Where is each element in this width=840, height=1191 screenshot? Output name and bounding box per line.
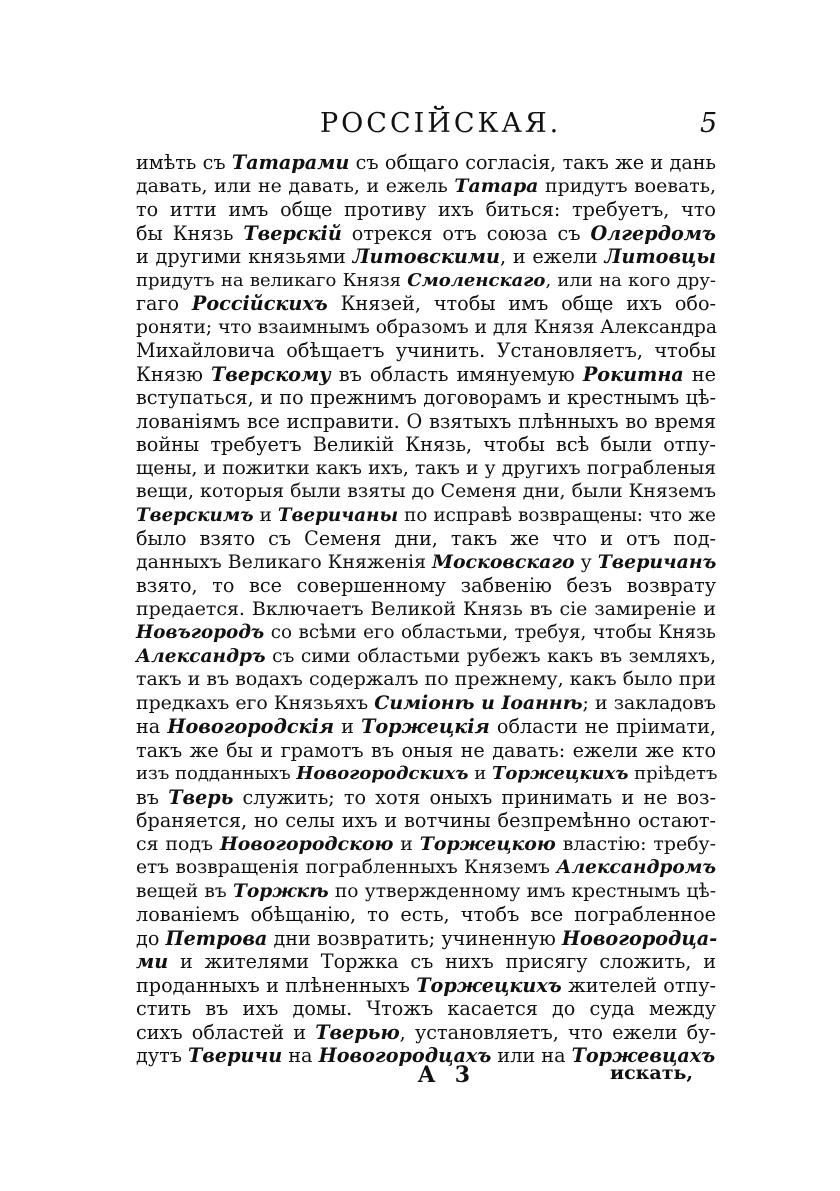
text-run: или на [491, 1044, 572, 1067]
text-line [136, 809, 716, 833]
text-run: до [136, 926, 166, 950]
italic-name: Тверью [315, 1020, 400, 1044]
text-run: и [393, 832, 420, 855]
text-line [136, 339, 716, 363]
catchword: искать, [610, 1062, 693, 1084]
text-run: на [282, 1044, 319, 1067]
text-run: взято, то все совершенному забвенію безъ возврату [136, 574, 716, 597]
italic-name: Тверичаны [277, 504, 399, 526]
text-line [136, 833, 716, 857]
text-run: Князю [136, 362, 212, 386]
italic-name: Новогородцахъ [318, 1044, 492, 1067]
italic-name: Новъгородъ [136, 622, 265, 643]
italic-name: Россійскихъ [191, 292, 328, 315]
text-run: Михайловича обѣщаетъ учинить. Установляетъ, чтобы [136, 339, 716, 362]
text-line [136, 316, 716, 340]
running-head [0, 108, 840, 148]
text-line [136, 574, 716, 598]
italic-name: Торжецкихъ [416, 973, 562, 997]
text-run: бы Князь [136, 221, 244, 245]
text-run: такъ же бы и грамотъ въ оныя не давать: ежели же кто [136, 738, 716, 762]
running-title: РОССІЙСКАЯ. [320, 108, 562, 139]
text-run: имѣть съ [136, 151, 232, 174]
italic-name: Тверь [168, 785, 234, 809]
text-run: съ общаго согласія, такъ же и дань [349, 151, 716, 174]
text-line [136, 668, 716, 692]
text-line [136, 645, 716, 669]
text-run: роняти; что взаимнымъ образомъ и для Князя Александра [136, 316, 717, 338]
text-run: , установляетъ, что ежели бу- [399, 1020, 716, 1044]
text-run: съ сими областьми рубежъ какъ въ земляхъ, [265, 645, 716, 667]
italic-name: Торжевцахъ [571, 1044, 716, 1067]
text-run: и [253, 504, 278, 526]
text-line [136, 974, 716, 998]
text-line [136, 692, 716, 716]
italic-name: Олгердомъ [590, 221, 716, 245]
italic-name: Новогородскою [219, 832, 394, 855]
text-run: ; и закладовъ [582, 691, 716, 714]
text-run: изъ подданныхъ [136, 763, 297, 784]
text-line [136, 527, 716, 551]
text-run: и жителями Торжка съ нихъ присягу сложить, и [168, 950, 716, 973]
text-run: жителей отпу- [561, 973, 716, 997]
text-line [136, 950, 716, 974]
italic-name: Петрова [165, 926, 268, 950]
text-line [136, 504, 716, 528]
italic-name: Литовцы [604, 245, 716, 268]
italic-name: Литовскими [352, 245, 500, 268]
italic-name: Торжкѣ [233, 880, 329, 902]
text-run: по исправѣ возвращены: что же [398, 504, 716, 526]
text-line [136, 880, 716, 904]
italic-name: Тверскому [211, 362, 331, 386]
italic-name: ми [136, 950, 169, 973]
text-run: со всѣми его областьми, требуя, чтобы Князь [264, 622, 716, 643]
text-line [136, 269, 716, 293]
text-run: проданныхъ и плѣненныхъ [136, 973, 417, 997]
text-run: ся подъ [136, 832, 220, 855]
printer-signature-mark: A 3 [418, 1062, 477, 1088]
text-run: было взято съ Семеня дни, такъ же что и отъ под- [136, 527, 716, 550]
text-line [136, 410, 716, 434]
text-run: области не пріимати, [489, 715, 716, 738]
italic-name: Рокитна [582, 362, 684, 386]
text-run: не [683, 362, 716, 386]
text-run: браняется, но селы ихъ и вотчины безпремѣнно остают- [136, 809, 716, 832]
text-run: и [334, 715, 362, 738]
text-run: войны требуетъ Великій Князь, чтобы всѣ были отпу- [136, 433, 716, 456]
text-run: служить; то хотя оныхъ принимать и не воз- [233, 785, 717, 809]
text-run: въ область имянуемую [330, 362, 583, 386]
body-text [136, 151, 716, 1068]
page-number: 5 [700, 108, 718, 139]
text-line [136, 903, 716, 927]
text-line [136, 386, 716, 410]
text-line [136, 621, 716, 645]
text-run: вещей въ [136, 880, 234, 902]
text-run: отрекся отъ союза съ [341, 221, 591, 245]
text-run: сихъ областей и [136, 1020, 316, 1044]
italic-name: Татара [454, 174, 539, 197]
text-line [136, 551, 716, 575]
text-line [136, 245, 716, 269]
text-line [136, 997, 716, 1021]
italic-name: Тверскій [243, 221, 342, 245]
text-run: то итти имъ обще противу ихъ биться: требуетъ, что [136, 198, 716, 221]
text-line [136, 715, 716, 739]
text-run: властію: требу- [555, 832, 716, 855]
text-run: лованіемъ обѣщанію, то есть, чтобъ все пограбленное [136, 903, 716, 926]
italic-name: Смоленскаго [407, 269, 546, 291]
italic-name: Новогородскія [167, 715, 335, 738]
text-line [136, 739, 716, 763]
italic-name: Торжецкою [419, 832, 556, 855]
text-line [136, 433, 716, 457]
text-run: предается. Включаетъ Великой Князь въ сіе замиреніе и [136, 597, 716, 620]
italic-name: Александръ [136, 645, 266, 667]
text-line [136, 222, 716, 246]
italic-name: Московскаго [432, 550, 575, 573]
text-run: , и ежели [500, 245, 605, 268]
text-run: давать, или не давать, и ежель [136, 174, 455, 197]
text-run: щены, и пожитки какъ ихъ, такъ и у другихъ пограбленыя [136, 457, 716, 479]
italic-name: Новогородца- [561, 926, 718, 950]
text-line [136, 598, 716, 622]
text-line [136, 292, 716, 316]
italic-name: Александромъ [556, 857, 716, 878]
text-run: и [468, 763, 492, 784]
text-run: и другими князьями [136, 245, 353, 268]
text-run: данныхъ Великаго Княженія [136, 550, 433, 573]
text-line [136, 363, 716, 387]
text-run: етъ возвращенія пограбленныхъ Княземъ [136, 857, 557, 878]
text-run: вступаться, и по прежнимъ договорамъ и крестнымъ цѣ- [136, 386, 716, 409]
text-run: предкахъ его Князьяхъ [136, 691, 375, 714]
text-line [136, 457, 716, 481]
text-line [136, 762, 716, 786]
text-run: вещи, которыя были взяты до Семеня дни, были Княземъ [136, 480, 716, 502]
text-line [136, 786, 716, 810]
text-run: такъ и въ водахъ содержалъ по прежнему, какъ было при [136, 668, 716, 690]
italic-name: Тверичанъ [597, 550, 717, 573]
text-run: у [574, 550, 598, 573]
italic-name: Тверскимъ [136, 504, 254, 526]
page-footer [0, 1062, 840, 1094]
text-run: лованіямъ все исправити. О взятыхъ плѣнныхъ во время [136, 409, 716, 433]
text-run: , или на кого дру- [545, 269, 716, 291]
text-line [136, 480, 716, 504]
italic-name: Симіонѣ и Іоаннѣ [374, 691, 583, 714]
text-run: дни возвратить; учиненную [267, 926, 562, 950]
text-run: придутъ на великаго Князя [136, 269, 408, 291]
text-line [136, 151, 716, 175]
text-run: на [136, 715, 168, 738]
text-line [136, 1021, 716, 1045]
text-line [136, 927, 716, 951]
text-run: придутъ воевать, [538, 174, 716, 197]
text-run: пріѣдетъ [628, 763, 718, 784]
text-run: по утвержденному имъ крестнымъ цѣ- [328, 880, 717, 902]
text-run: въ [136, 785, 169, 809]
text-run: стить въ ихъ домы. Чтожъ касается до суда между [136, 997, 716, 1020]
italic-name: Тверичи [188, 1044, 283, 1067]
text-run: Князей, чтобы имъ обще ихъ обо- [327, 292, 716, 315]
italic-name: Торжецкихъ [491, 763, 629, 784]
italic-name: Торжецкія [361, 715, 490, 738]
text-line [136, 856, 716, 880]
text-line [136, 198, 716, 222]
italic-name: Татарами [231, 151, 350, 174]
text-run: гаго [136, 292, 192, 315]
italic-name: Новогородскихъ [296, 763, 469, 784]
text-run: дутъ [136, 1044, 189, 1067]
text-line [136, 175, 716, 199]
